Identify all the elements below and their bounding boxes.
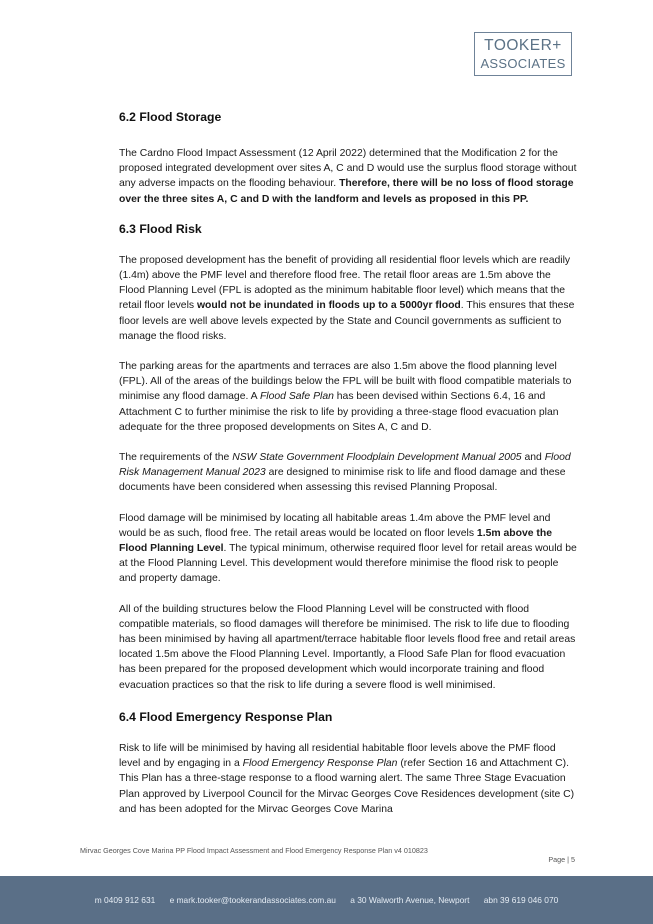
company-logo: [474, 32, 572, 76]
paragraph: [119, 359, 577, 435]
italic-text: NSW State Government Floodplain Development Manual 2005: [232, 452, 522, 464]
italic-text: Flood Risk Management Manual 2023: [119, 452, 571, 479]
page-number: Page | 5: [548, 855, 575, 864]
paragraph: [119, 146, 577, 207]
paragraph: [119, 741, 577, 817]
contact-footer-band: [0, 876, 653, 924]
text-run: . This ensures that these floor levels are well above levels expected by the State and Council governments as sufficient to manage the flood risks.: [119, 300, 575, 342]
paragraph: [119, 511, 577, 587]
text-run: has been devised within Sections 6.4, 16 and Attachment C to further minimise the risk to life by providing a three-stage flood evacuation plan adequate for the three proposed developments on Sites A, C and D.: [119, 391, 559, 433]
logo-line-1: TOOKER+: [484, 37, 562, 54]
text-run: The proposed development has the benefit of providing all residential floor levels which are readily (1.4m) above the PMF level and therefore flood free. The retail floor areas are 1.5m above the Flood Planning Level (FPL is adopted as the minimum habitable floor level) which means that the retail floor levels: [119, 254, 571, 312]
paragraph: [119, 602, 577, 693]
italic-text: Flood Safe Plan: [259, 391, 334, 403]
section-heading-6-3: 6.3 Flood Risk: [119, 221, 202, 236]
document-body: [119, 105, 577, 817]
paragraph: [119, 253, 577, 344]
italic-text: Flood Emergency Response Plan: [242, 758, 398, 770]
text-run: All of the building structures below the Flood Planning Level will be constructed with flood compatible materials, so flood damages will therefore be minimised. The risk to life due to flooding has been minimised by having all apartment/terrace habitable floor levels flood free and retail areas located 1.5m above the Flood Planning Level. Importantly, a Flood Safe Plan for flood evacuation has been prepared for the proposed development which would incorporate training and flood evacuation practices so that the risk to life during a severe flood is well minimised.: [119, 603, 576, 691]
text-run: are designed to minimise risk to life and flood damage and these documents have been considered when assessing this revised Planning Proposal.: [119, 467, 566, 494]
contact-abn: abn 39 619 046 070: [483, 895, 559, 905]
text-run: Flood damage will be minimised by locating all habitable areas 1.4m above the PMF level and would be as such, flood free. The retail areas would be located on floor levels: [119, 512, 551, 539]
paragraph: [119, 450, 577, 496]
text-run: and: [521, 452, 545, 464]
text-run: . The typical minimum, otherwise required floor level for retail areas would be at the Flood Planning Level. This development would therefore minimise the flood risk to people and property damage.: [119, 543, 577, 585]
document-reference: Mirvac Georges Cove Marina PP Flood Impact Assessment and Flood Emergency Response Plan v4 010823: [80, 846, 428, 855]
section-heading-6-4: 6.4 Flood Emergency Response Plan: [119, 709, 333, 724]
bold-text: Therefore, there will be no loss of flood storage over the three sites A, C and D with the landform and levels as proposed in this PP.: [119, 178, 574, 205]
text-run: (refer Section 16 and Attachment C). This Plan has a three-stage response to a flood warning alert. The same Three Stage Evacuation Plan approved by Liverpool Council for the Mirvac Georges Cove Residences development (site C) and has been adopted for the Mirvac Georges Cove Marina: [119, 758, 575, 815]
bold-text: would not be inundated in floods up to a 5000yr flood: [196, 300, 461, 312]
text-run: The requirements of the: [119, 452, 233, 464]
text-run: The Cardno Flood Impact Assessment (12 April 2022) determined that the Modification 2 for the proposed integrated development over sites A, C and D would use the surplus flood storage without any adverse impacts on the flooding behaviour.: [119, 148, 577, 190]
text-run: The parking areas for the apartments and terraces are also 1.5m above the flood planning level (FPL). All of the areas of the buildings below the FPL will be built with flood compatible materials to minimise any flood damage. A: [119, 361, 572, 403]
contact-email: e mark.tooker@tookerandassociates.com.au: [169, 895, 336, 905]
contact-phone: m 0409 912 631: [94, 895, 156, 905]
bold-text: 1.5m above the Flood Planning Level: [119, 527, 552, 555]
contact-details: [0, 895, 653, 905]
logo-line-2: ASSOCIATES: [480, 56, 566, 71]
text-run: Risk to life will be minimised by having all residential habitable floor levels above the PMF flood level and by engaging in a: [119, 742, 556, 770]
section-heading-6-2: 6.2 Flood Storage: [119, 110, 222, 124]
contact-address: a 30 Walworth Avenue, Newport: [350, 895, 470, 905]
